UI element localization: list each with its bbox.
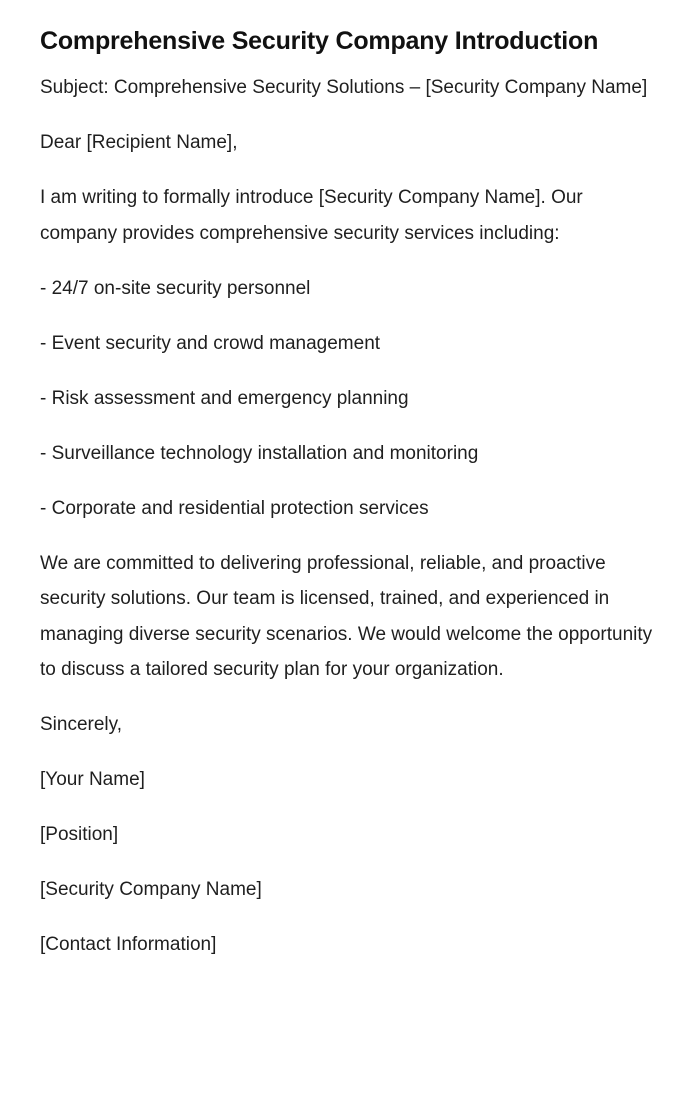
closing: Sincerely,: [40, 714, 123, 735]
intro-paragraph: I am writing to formally introduce [Security Company Name]. Our company provides comprehensive security services including:: [40, 187, 583, 244]
signature-contact: [Contact Information]: [40, 934, 217, 955]
document-title: Comprehensive Security Company Introduction: [40, 27, 599, 55]
service-item: - 24/7 on-site security personnel: [40, 277, 311, 299]
service-item: - Risk assessment and emergency planning: [40, 387, 409, 409]
service-item: - Event security and crowd management: [40, 332, 381, 354]
subject-line: Subject: Comprehensive Security Solutions – [Security Company Name]: [40, 77, 648, 98]
signature-company: [Security Company Name]: [40, 879, 262, 900]
signature-name: [Your Name]: [40, 769, 145, 790]
service-item: - Corporate and residential protection services: [40, 497, 429, 519]
service-item: - Surveillance technology installation and monitoring: [40, 442, 479, 464]
body-paragraph: We are committed to delivering professional, reliable, and proactive security solutions. Our team is licensed, trained, and experienced in managing diverse security scenarios. We would welcome the opportunity to discuss a tailored security plan for your organization.: [40, 552, 653, 680]
greeting: Dear [Recipient Name],: [40, 132, 238, 153]
signature-position: [Position]: [40, 824, 119, 845]
